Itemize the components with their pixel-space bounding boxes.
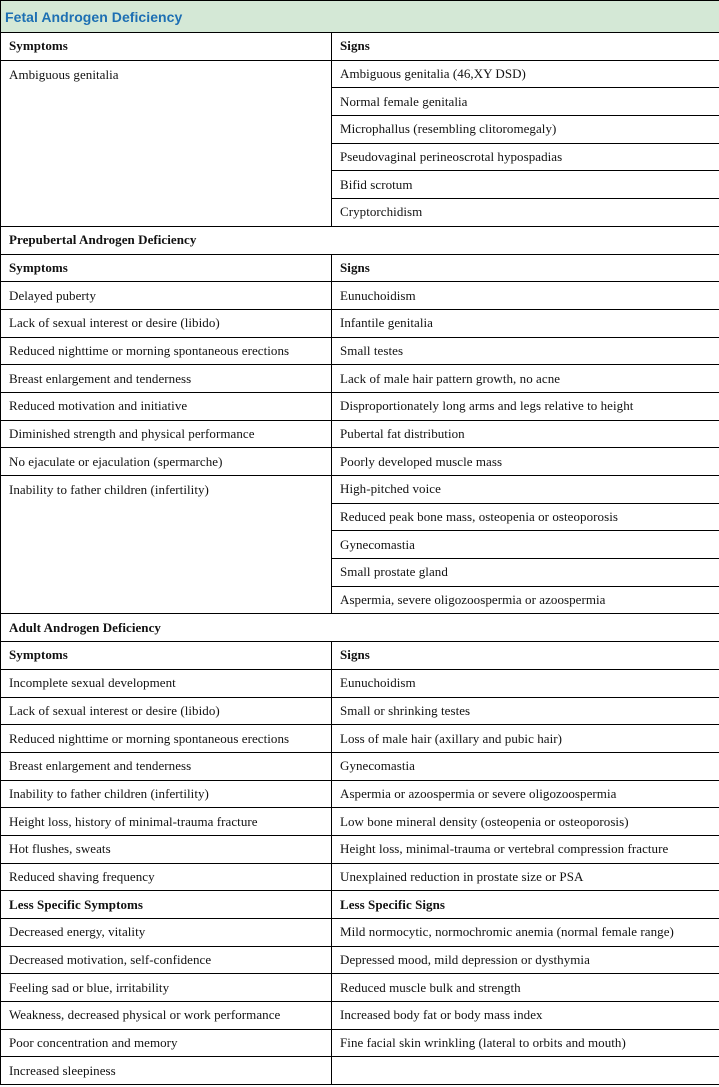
symptom-cell: Reduced shaving frequency [1, 863, 332, 891]
sign-cell [332, 1057, 719, 1085]
less-specific-signs-header: Less Specific Signs [332, 891, 719, 919]
symptom-cell: Inability to father children (infertility) [1, 780, 332, 808]
less-specific-symptoms-header: Less Specific Symptoms [1, 891, 332, 919]
sign-cell: Infantile genitalia [332, 309, 719, 337]
table-row [1, 420, 719, 448]
sign-cell: Gynecomastia [332, 752, 719, 780]
prepubertal-heading-row [1, 226, 719, 254]
table-row [1, 974, 719, 1002]
symptom-cell: Hot flushes, sweats [1, 835, 332, 863]
adult-symptoms-header: Symptoms [1, 642, 332, 670]
table-row [1, 365, 719, 393]
adult-header-row [1, 642, 719, 670]
table-row [1, 1029, 719, 1057]
sign-cell: Increased body fat or body mass index [332, 1002, 719, 1030]
symptom-cell: Height loss, history of minimal-trauma fracture [1, 808, 332, 836]
sign-cell: Gynecomastia [332, 531, 719, 559]
fetal-sign: Pseudovaginal perineoscrotal hypospadias [332, 143, 719, 171]
table-row [1, 835, 719, 863]
symptom-cell: Decreased motivation, self-confidence [1, 946, 332, 974]
sign-cell: Unexplained reduction in prostate size or PSA [332, 863, 719, 891]
sign-cell: Pubertal fat distribution [332, 420, 719, 448]
fetal-sign: Ambiguous genitalia (46,XY DSD) [332, 60, 719, 88]
sign-cell: Eunuchoidism [332, 669, 719, 697]
table-row [1, 697, 719, 725]
table-row [1, 476, 719, 504]
prepubertal-signs-header: Signs [332, 254, 719, 282]
sign-cell: Fine facial skin wrinkling (lateral to orbits and mouth) [332, 1029, 719, 1057]
table-row [1, 946, 719, 974]
sign-cell: High-pitched voice [332, 476, 719, 504]
adult-heading-row [1, 614, 719, 642]
sign-cell: Small prostate gland [332, 559, 719, 587]
table-row [1, 1002, 719, 1030]
fetal-symptom: Ambiguous genitalia [1, 60, 332, 226]
symptom-cell: Breast enlargement and tenderness [1, 752, 332, 780]
fetal-sign: Bifid scrotum [332, 171, 719, 199]
fetal-header-row [1, 33, 719, 61]
sign-cell: Aspermia, severe oligozoospermia or azoospermia [332, 586, 719, 614]
sign-cell: Mild normocytic, normochromic anemia (normal female range) [332, 919, 719, 947]
table-title: Fetal Androgen Deficiency [1, 1, 719, 33]
symptom-cell: Incomplete sexual development [1, 669, 332, 697]
symptom-cell: Decreased energy, vitality [1, 919, 332, 947]
table-row [1, 309, 719, 337]
symptom-cell: Reduced nighttime or morning spontaneous erections [1, 337, 332, 365]
table-row [1, 1057, 719, 1085]
fetal-symptoms-header: Symptoms [1, 33, 332, 61]
sign-cell: Height loss, minimal-trauma or vertebral compression fracture [332, 835, 719, 863]
symptom-cell: Increased sleepiness [1, 1057, 332, 1085]
symptom-cell: Weakness, decreased physical or work performance [1, 1002, 332, 1030]
table-row [1, 808, 719, 836]
symptom-cell: Feeling sad or blue, irritability [1, 974, 332, 1002]
sign-cell: Small or shrinking testes [332, 697, 719, 725]
table-row [1, 282, 719, 310]
adult-signs-header: Signs [332, 642, 719, 670]
symptom-cell: Diminished strength and physical performance [1, 420, 332, 448]
symptom-cell: Reduced motivation and initiative [1, 392, 332, 420]
fetal-sign: Normal female genitalia [332, 88, 719, 116]
fetal-sign: Cryptorchidism [332, 199, 719, 227]
table-row [1, 725, 719, 753]
table-row [1, 392, 719, 420]
sign-cell: Reduced peak bone mass, osteopenia or osteoporosis [332, 503, 719, 531]
sign-cell: Small testes [332, 337, 719, 365]
fetal-signs-header: Signs [332, 33, 719, 61]
symptom-cell: Delayed puberty [1, 282, 332, 310]
sign-cell: Low bone mineral density (osteopenia or osteoporosis) [332, 808, 719, 836]
table-row [1, 337, 719, 365]
prepubertal-header-row [1, 254, 719, 282]
symptom-cell: Poor concentration and memory [1, 1029, 332, 1057]
sign-cell: Reduced muscle bulk and strength [332, 974, 719, 1002]
symptom-cell: No ejaculate or ejaculation (spermarche) [1, 448, 332, 476]
table-row [1, 863, 719, 891]
fetal-sign: Microphallus (resembling clitoromegaly) [332, 116, 719, 144]
sign-cell: Lack of male hair pattern growth, no acne [332, 365, 719, 393]
table-row [1, 752, 719, 780]
prepubertal-heading: Prepubertal Androgen Deficiency [1, 226, 719, 254]
sign-cell: Disproportionately long arms and legs relative to height [332, 392, 719, 420]
symptom-cell: Lack of sexual interest or desire (libido) [1, 309, 332, 337]
title-row [1, 1, 719, 33]
table-row [1, 669, 719, 697]
symptom-cell: Lack of sexual interest or desire (libido) [1, 697, 332, 725]
sign-cell: Eunuchoidism [332, 282, 719, 310]
table-row [1, 780, 719, 808]
sign-cell: Loss of male hair (axillary and pubic hair) [332, 725, 719, 753]
less-specific-header-row [1, 891, 719, 919]
table-row [1, 919, 719, 947]
sign-cell: Poorly developed muscle mass [332, 448, 719, 476]
table-row [1, 448, 719, 476]
sign-cell: Depressed mood, mild depression or dysthymia [332, 946, 719, 974]
adult-heading: Adult Androgen Deficiency [1, 614, 719, 642]
table-row [1, 60, 719, 88]
symptom-cell: Inability to father children (infertility) [1, 476, 332, 614]
prepubertal-symptoms-header: Symptoms [1, 254, 332, 282]
symptom-cell: Breast enlargement and tenderness [1, 365, 332, 393]
symptom-cell: Reduced nighttime or morning spontaneous erections [1, 725, 332, 753]
sign-cell: Aspermia or azoospermia or severe oligozoospermia [332, 780, 719, 808]
